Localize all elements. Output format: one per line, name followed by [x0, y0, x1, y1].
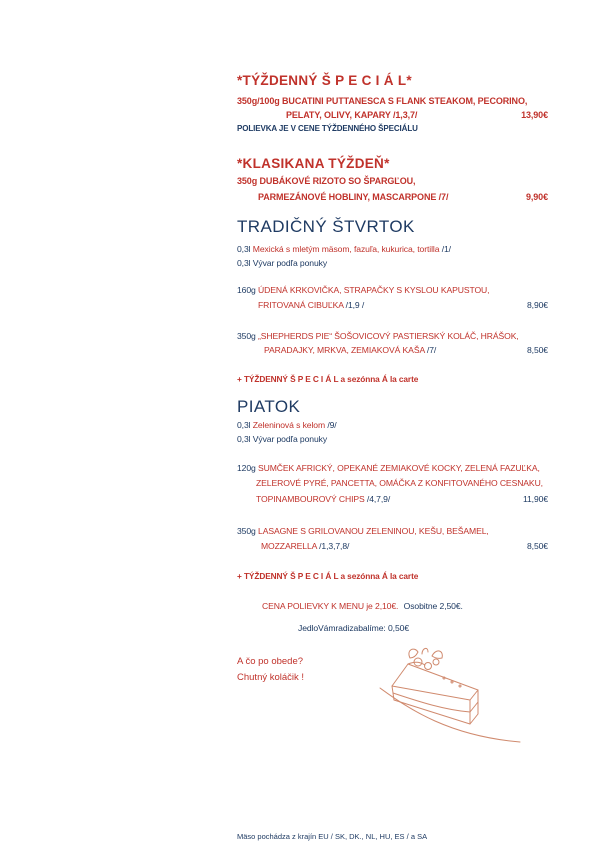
weekly-special-price: 13,90€ [521, 110, 548, 120]
thursday-soup1-allergens: /1/ [441, 244, 451, 254]
friday-dish1-qty: 120g [237, 463, 256, 473]
friday-dish2-line1 [237, 526, 489, 536]
friday-dish1-line1 [237, 463, 540, 473]
classic-price: 9,90€ [525, 192, 548, 202]
thursday-soup1-name: Mexická s mletým mäsom, fazuľa, kukurica, tortilla [252, 244, 440, 254]
dessert-line1: A čo po obede? [237, 656, 304, 667]
thursday-dish2-line2 [264, 345, 436, 355]
dessert-line2: Chutný koláčik ! [237, 672, 305, 683]
weekly-special-soup-note: POLIEVKA JE V CENE TÝŽDENNÉHO ŠPECIÁLU [237, 124, 418, 133]
friday-dish2-text2: MOZZARELLA [261, 541, 317, 551]
classic-line1: 350g DUBÁKOVÉ RIZOTO SO ŠPARGĽOU, [237, 176, 416, 186]
classic-line2: PARMEZÁNOVÉ HOBLINY, MASCARPONE /7/ [258, 192, 449, 202]
thursday-extra: + TÝŽDENNÝ Š P E C I Á L a sezónna Á la carte [237, 374, 419, 384]
thursday-soup1-qty: 0,3l [237, 244, 251, 254]
thursday-dish2-qty: 350g [237, 331, 256, 341]
friday-dish1-line3 [256, 494, 390, 504]
thursday-dish2-line1 [237, 331, 519, 341]
friday-dish1-text3: TOPINAMBOUROVÝ CHIPS [256, 494, 365, 504]
thursday-dish2-price: 8,50€ [526, 345, 548, 355]
thursday-soup1 [237, 244, 451, 254]
weekly-special-title: *TÝŽDENNÝ Š P E C I Á L* [237, 73, 412, 88]
friday-dish2-allergens: /1,3,7,8/ [319, 541, 350, 551]
friday-dish2-line2 [261, 541, 349, 551]
cake-slice-illustration [370, 640, 530, 750]
weekly-special-line1: 350g/100g BUCATINI PUTTANESCA S FLANK STEAKOM, PECORINO, [237, 96, 528, 106]
thursday-dish1-text2: FRITOVANÁ CIBUĽKA [258, 300, 344, 310]
friday-soup2: 0,3l Vývar podľa ponuky [237, 434, 328, 444]
thursday-dish1-qty: 160g [237, 285, 256, 295]
friday-dish1-text1: SUMČEK AFRICKÝ, OPEKANÉ ZEMIAKOVÉ KOCKY, ZELENÁ FAZUĽKA, [258, 463, 540, 473]
friday-dish1-allergens: /4,7,9/ [366, 494, 391, 504]
friday-extra: + TÝŽDENNÝ Š P E C I Á L a sezónna Á la carte [237, 571, 419, 581]
thursday-dish2-allergens: /7/ [426, 345, 437, 355]
thursday-title: TRADIČNÝ ŠTVRTOK [237, 217, 415, 236]
soup-price-note [262, 601, 463, 611]
friday-dish1-line2: ZELEROVÉ PYRÉ, PANCETTA, OMÁČKA Z KONFITOVANÉHO CESNAKU, [256, 478, 543, 488]
weekly-special-line2: PELATY, OLIVY, KAPARY /1,3,7/ [286, 110, 418, 120]
thursday-dish1-text1: ÚDENÁ KRKOVIČKA, STRAPAČKY S KYSLOU KAPUSTOU, [258, 285, 490, 295]
thursday-dish1-line2 [258, 300, 364, 310]
thursday-dish1-allergens: /1,9 / [345, 300, 365, 310]
thursday-dish1-price: 8,90€ [526, 300, 548, 310]
friday-dish2-qty: 350g [237, 526, 256, 536]
thursday-dish2-text1: „SHEPHERDS PIE“ ŠOŠOVICOVÝ PASTIERSKÝ KOLÁČ, HRÁŠOK, [258, 331, 519, 341]
friday-dish2-text1: LASAGNE S GRILOVANOU ZELENINOU, KEŠU, BEŠAMEL, [258, 526, 489, 536]
friday-soup1-qty: 0,3l [237, 420, 251, 430]
friday-soup1-allergens: /9/ [327, 420, 337, 430]
thursday-dish1-line1 [237, 285, 489, 295]
friday-dish1-price: 11,90€ [522, 494, 548, 504]
classic-title: *KLASIKANA TÝŽDEŇ* [237, 156, 390, 171]
friday-soup1-name: Zeleninová s kelom [252, 420, 326, 430]
thursday-dish2-text2: PARADAJKY, MRKVA, ZEMIAKOVÁ KAŠA [264, 345, 425, 355]
soup-price-label: CENA POLIEVKY K MENU je 2,10€. [262, 601, 399, 611]
footer-origin-note: Mäso pochádza z krajín EU / SK, DK., NL, HU, ES / a SA [237, 832, 428, 841]
soup-price-otherwise: Osobitne 2,50€. [403, 601, 463, 611]
friday-title: PIATOK [237, 397, 301, 416]
thursday-soup2: 0,3l Vývar podľa ponuky [237, 258, 328, 268]
friday-soup1 [237, 420, 337, 430]
takeaway-note: JedloVámradizabalíme: 0,50€ [298, 623, 409, 633]
friday-dish2-price: 8,50€ [526, 541, 548, 551]
